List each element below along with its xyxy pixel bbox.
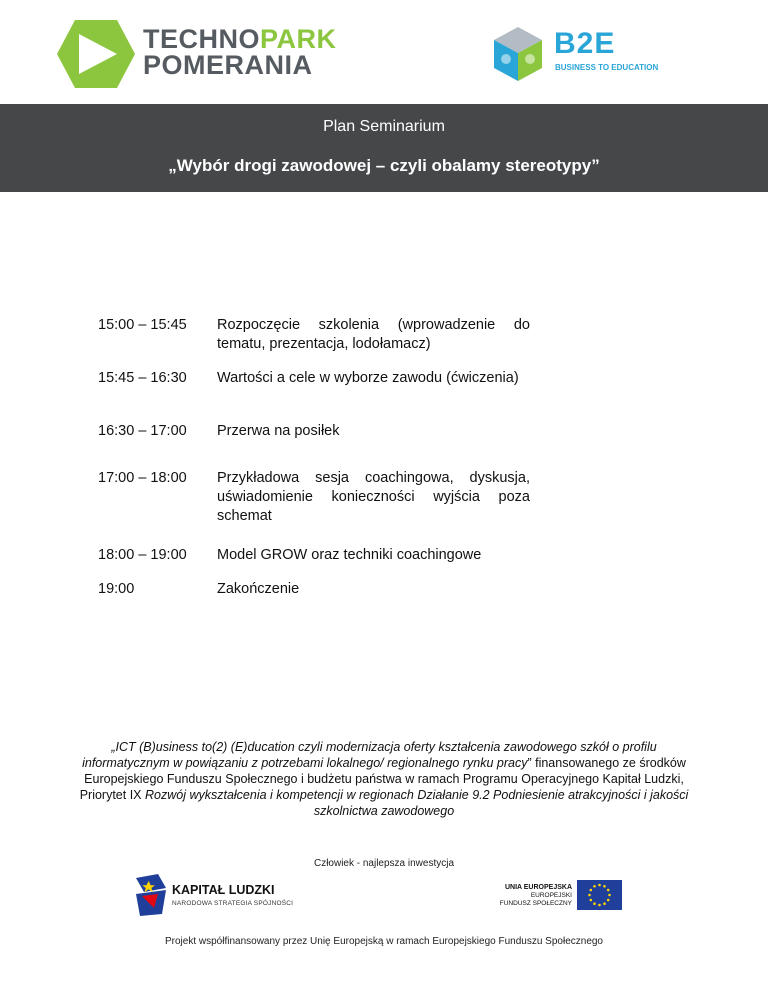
technopark-mark-icon bbox=[55, 18, 137, 90]
kapital-ludzki-title: KAPITAŁ LUDZKI bbox=[172, 883, 275, 897]
eu-social-fund-logo bbox=[500, 880, 622, 914]
title-band bbox=[0, 104, 768, 192]
project-description: „ICT (B)usiness to(2) (E)ducation czyli modernizacja oferty kształcenia zawodowego szkół o profilu informatycznym w powiązaniu z potrzebami lokalnego/ regionalnego rynku pracy” finansowanego ze środków Europejskiego Funduszu Społecznego i budżetu państwa w ramach Programu Operacyjnego Kapitał Ludzki, Priorytet IX Rozwój wykształcenia i kompetencji w regionach Działanie 9.2 Podniesienie atrakcyjności i jakości szkolnictwa zawodowego bbox=[79, 740, 689, 818]
b2e-subtitle: BUSINESS TO EDUCATION bbox=[555, 63, 659, 72]
schedule-description: Przykładowa sesja coachingowa, dyskusja, uświadomienie konieczności wyjścia poza schemat bbox=[217, 470, 530, 524]
schedule-row bbox=[98, 580, 538, 604]
schedule-row bbox=[98, 422, 538, 469]
schedule-time: 19:00 bbox=[98, 581, 135, 597]
technopark-line2: POMERANIA bbox=[143, 50, 313, 80]
technopark-pomerania-logo bbox=[55, 18, 337, 88]
seminar-subtitle: „Wybór drogi zawodowej – czyli obalamy stereotypy” bbox=[168, 156, 600, 175]
schedule-row bbox=[98, 316, 538, 369]
schedule-row bbox=[98, 469, 538, 546]
schedule-description: Model GROW oraz techniki coachingowe bbox=[217, 547, 482, 563]
b2e-cube-icon bbox=[492, 25, 544, 83]
b2e-logo bbox=[492, 25, 662, 85]
schedule-time: 16:30 – 17:00 bbox=[98, 423, 187, 439]
eu-line2: EUROPEJSKI bbox=[530, 892, 572, 899]
technopark-line1: TECHNOPARK bbox=[143, 24, 337, 54]
schedule-description: Przerwa na posiłek bbox=[217, 423, 340, 439]
schedule-time: 18:00 – 19:00 bbox=[98, 547, 187, 563]
cofinance-note: Projekt współfinansowany przez Unię Europejską w ramach Europejskiego Funduszu Społecznego bbox=[164, 936, 603, 947]
schedule-table bbox=[98, 316, 538, 604]
schedule-time: 15:45 – 16:30 bbox=[98, 370, 187, 386]
eu-flag-icon bbox=[577, 880, 622, 910]
schedule-description: Zakończenie bbox=[217, 581, 300, 597]
schedule-time: 15:00 – 15:45 bbox=[98, 317, 187, 333]
motto-text: Człowiek - najlepsza inwestycja bbox=[313, 858, 455, 869]
eu-line3: FUNDUSZ SPOŁECZNY bbox=[499, 900, 572, 907]
schedule-description: Rozpoczęcie szkolenia (wprowadzenie do tematu, prezentacja, lodołamacz) bbox=[217, 317, 530, 352]
schedule-row bbox=[98, 369, 538, 422]
page-title: Plan Seminarium bbox=[323, 118, 445, 135]
schedule-time: 17:00 – 18:00 bbox=[98, 470, 187, 486]
kapital-ludzki-logo bbox=[136, 874, 296, 918]
b2e-title: B2E bbox=[554, 27, 616, 60]
schedule-row bbox=[98, 546, 538, 580]
kapital-ludzki-mark-icon bbox=[136, 874, 166, 916]
eu-line1: UNIA EUROPEJSKA bbox=[504, 884, 572, 891]
schedule-description: Wartości a cele w wyborze zawodu (ćwiczenia) bbox=[217, 370, 519, 386]
kapital-ludzki-subtitle: NARODOWA STRATEGIA SPÓJNOŚCI bbox=[172, 900, 294, 907]
